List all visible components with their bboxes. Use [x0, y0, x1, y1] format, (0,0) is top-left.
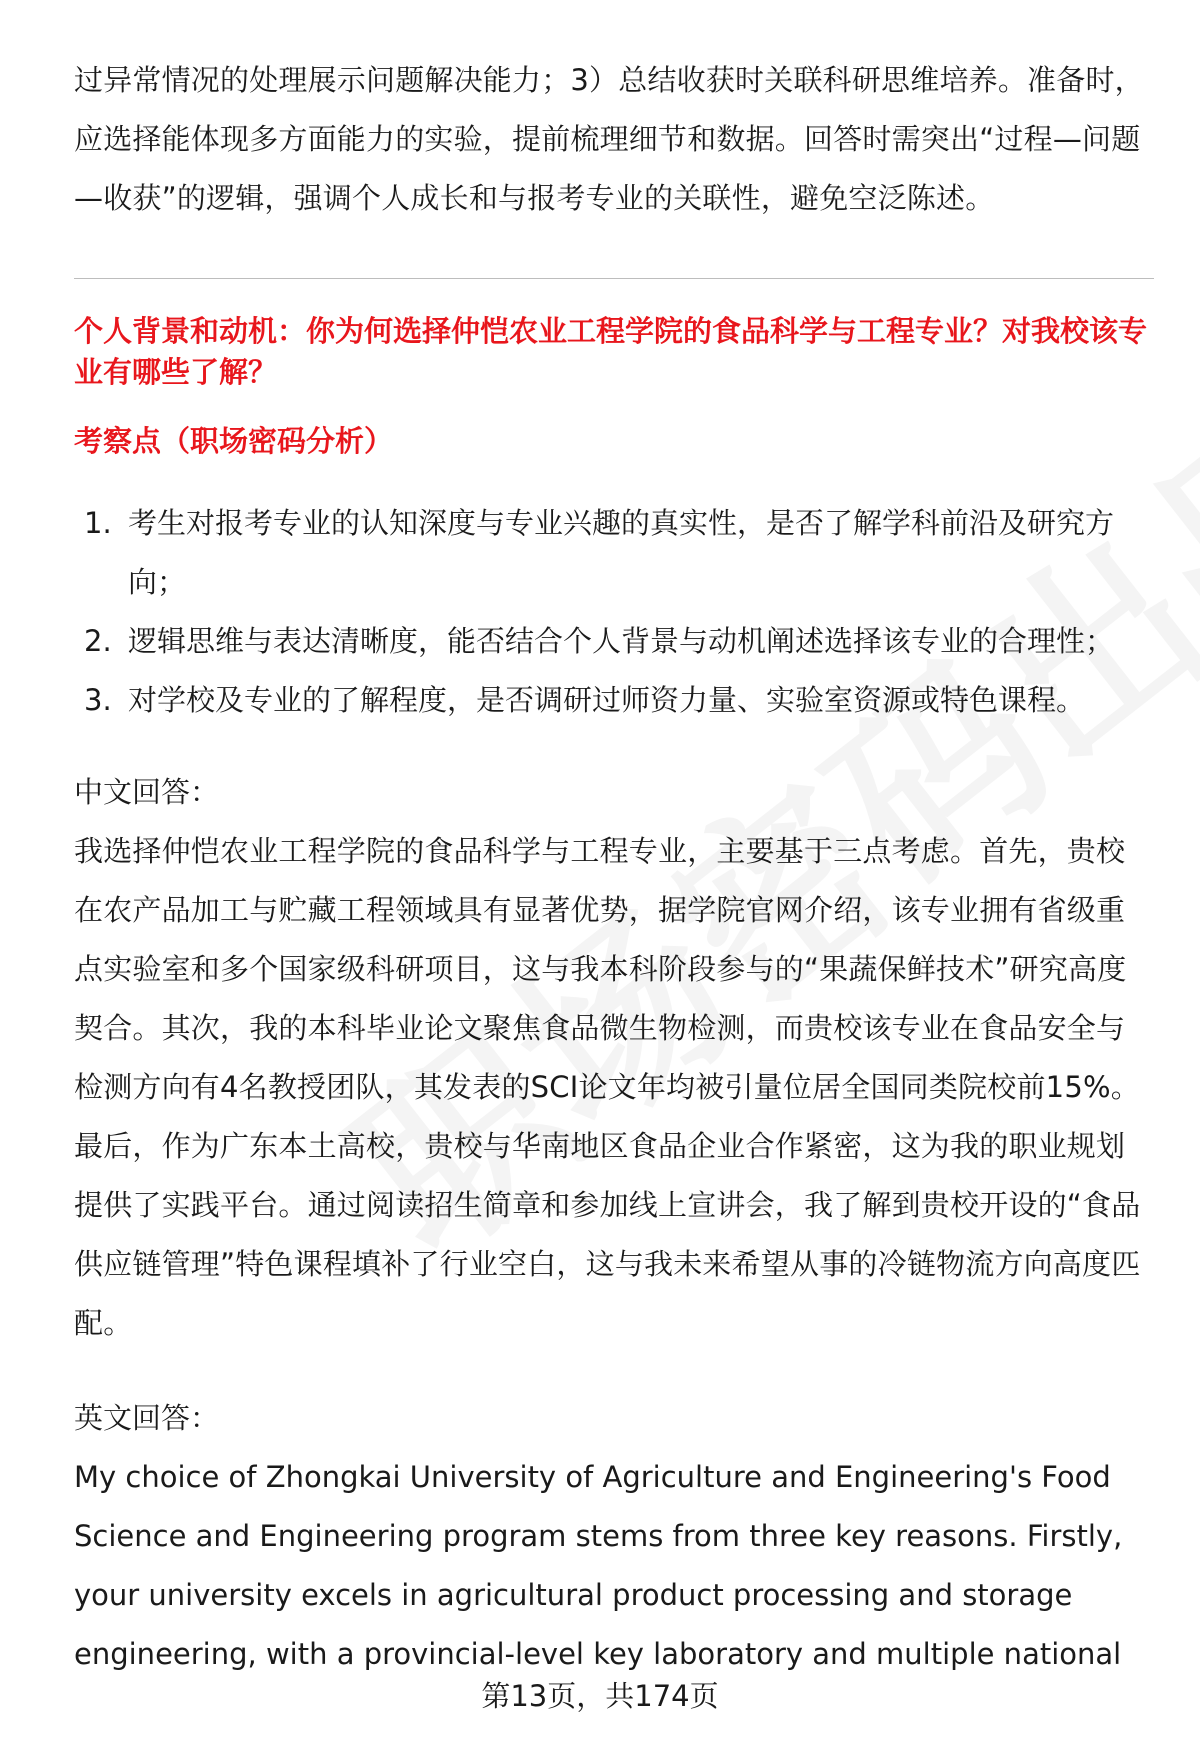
focus-point-text: 逻辑思维与表达清晰度，能否结合个人背景与动机阐述选择该专业的合理性；: [128, 624, 1115, 658]
focus-point-text: 考生对报考专业的认知深度与专业兴趣的真实性，是否了解学科前沿及研究方向；: [128, 506, 1115, 599]
page-footer: 第13页，共174页: [481, 1679, 719, 1713]
english-answer-label: 英文回答：: [74, 1401, 220, 1435]
focus-point-number: 3.: [84, 683, 112, 717]
english-answer-text: My choice of Zhongkai University of Agriculture and Engineering's Food Science and Engineering program stems from three key reasons. Firstly, your university excels in agricultural product processing and storage engineering, with a provincial-level key laboratory and multiple national: [74, 1460, 1123, 1671]
focus-point-text: 对学校及专业的了解程度，是否调研过师资力量、实验室资源或特色课程。: [128, 683, 1086, 717]
section-divider: [74, 278, 1154, 279]
chinese-answer-text: 我选择仲恺农业工程学院的食品科学与工程专业，主要基于三点考虑。首先，贵校在农产品加工与贮藏工程领域具有显著优势，据学院官网介绍，该专业拥有省级重点实验室和多个国家级科研项目，这与我本科阶段参与的“果蔬保鲜技术”研究高度契合。其次，我的本科毕业论文聚焦食品微生物检测，而贵校该专业在食品安全与检测方向有4名教授团队，其发表的SCI论文年均被引量位居全国同类院校前15%。最后，作为广东本土高校，贵校与华南地区食品企业合作紧密，这为我的职业规划提供了实践平台。通过阅读招生简章和参加线上宣讲会，我了解到贵校开设的“食品供应链管理”特色课程填补了行业空白，这与我未来希望从事的冷链物流方向高度匹配。: [74, 834, 1141, 1340]
intro-paragraph: 过异常情况的处理展示问题解决能力；3）总结收获时关联科研思维培养。准备时，应选择能体现多方面能力的实验，提前梳理细节和数据。回答时需突出“过程—问题—收获”的逻辑，强调个人成长和与报考专业的关联性，避免空泛陈述。: [74, 63, 1144, 215]
focus-point-number: 2.: [84, 624, 112, 658]
focus-point-3: [74, 671, 1154, 730]
focus-point-1: [74, 494, 1154, 612]
chinese-answer-label: 中文回答：: [74, 775, 220, 809]
focus-heading: 考察点（职场密码分析）: [74, 424, 394, 458]
focus-point-number: 1.: [84, 506, 112, 540]
focus-point-2: [74, 612, 1154, 671]
english-answer-section: [74, 1389, 1154, 1684]
chinese-answer-section: [74, 763, 1154, 1353]
focus-points-list: [74, 494, 1154, 730]
intro-section: [74, 0, 1154, 228]
question-heading: 个人背景和动机：你为何选择仲恺农业工程学院的食品科学与工程专业？对我校该专业有哪些了解？: [74, 314, 1148, 389]
